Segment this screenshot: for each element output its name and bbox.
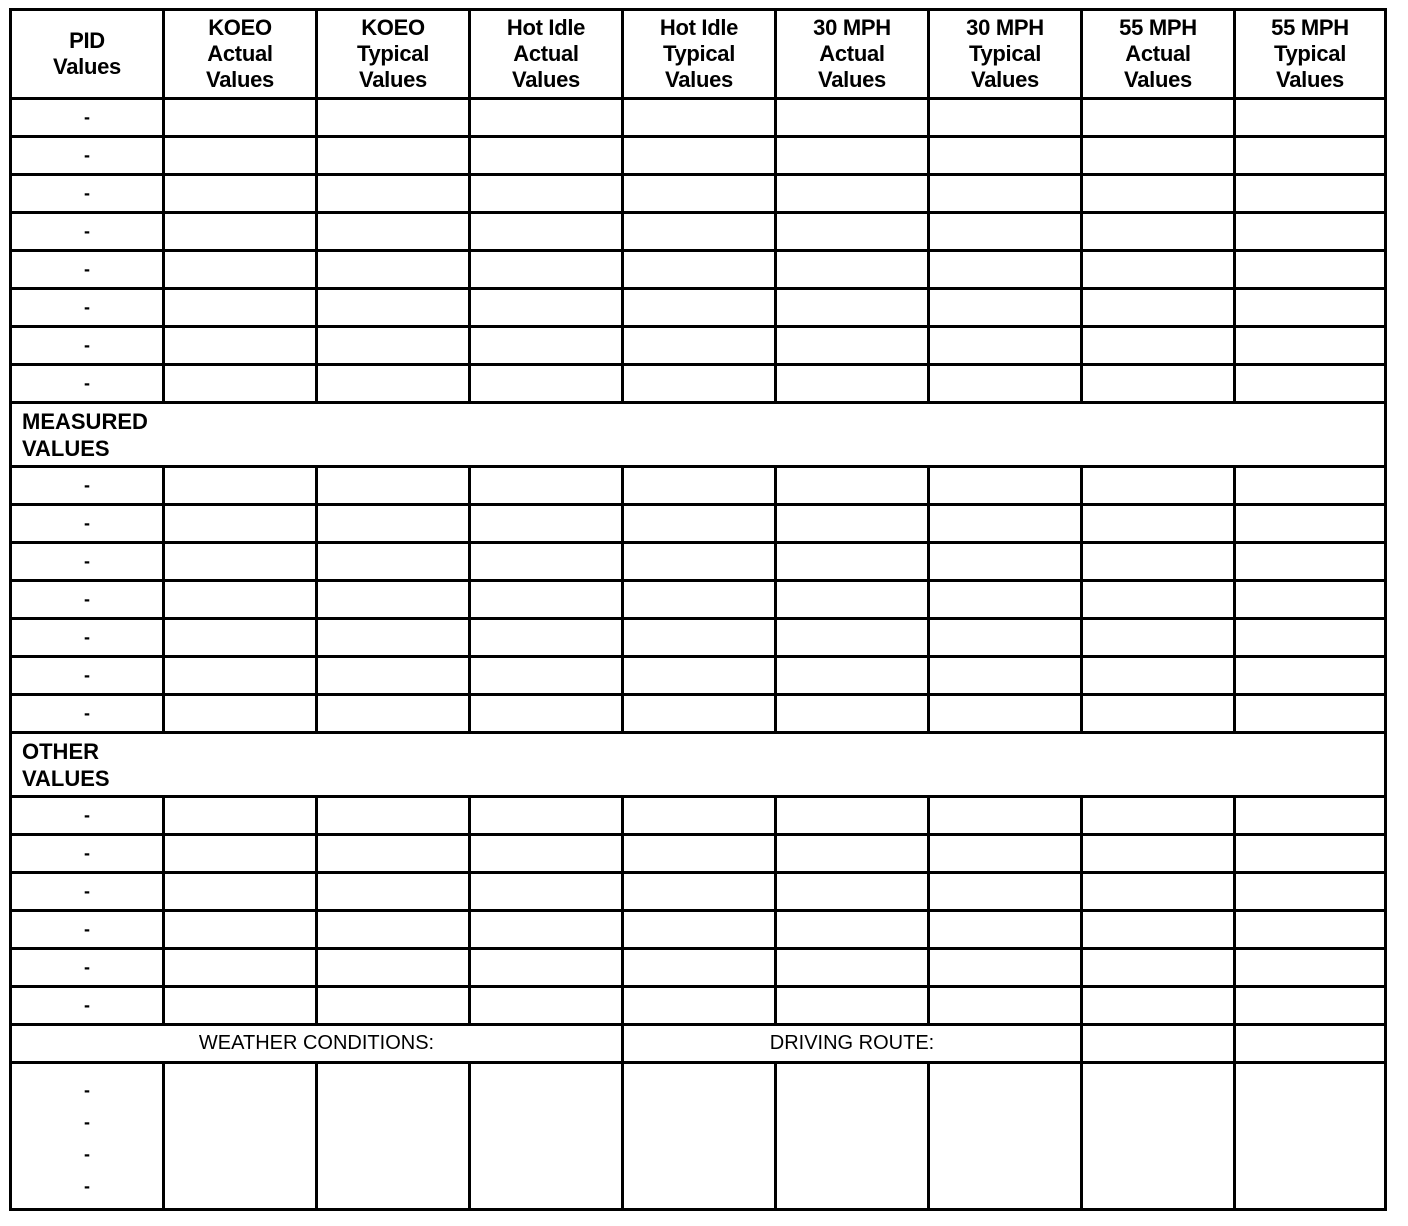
value-cell[interactable] bbox=[623, 873, 776, 911]
header-koeo-typical: KOEO Typical Values bbox=[317, 10, 470, 99]
header-30mph-typical: 30 MPH Typical Values bbox=[929, 10, 1082, 99]
value-cell[interactable] bbox=[1235, 467, 1386, 505]
value-cell[interactable] bbox=[776, 1063, 929, 1210]
value-cell[interactable] bbox=[929, 137, 1082, 175]
value-cell[interactable] bbox=[317, 797, 470, 835]
value-cell[interactable] bbox=[623, 467, 776, 505]
table-row bbox=[11, 987, 1386, 1025]
table-row bbox=[11, 695, 1386, 733]
pid-cell[interactable]: - bbox=[11, 365, 164, 403]
table-row bbox=[11, 505, 1386, 543]
value-cell[interactable] bbox=[317, 467, 470, 505]
driving-route-label[interactable]: DRIVING ROUTE: bbox=[623, 1025, 1082, 1063]
pid-cell[interactable]: - bbox=[11, 467, 164, 505]
value-cell[interactable] bbox=[929, 365, 1082, 403]
value-cell[interactable] bbox=[470, 987, 623, 1025]
value-cell[interactable] bbox=[776, 695, 929, 733]
value-cell[interactable] bbox=[317, 543, 470, 581]
weather-conditions-label[interactable]: WEATHER CONDITIONS: bbox=[11, 1025, 623, 1063]
value-cell[interactable] bbox=[1082, 619, 1235, 657]
value-cell[interactable] bbox=[470, 99, 623, 137]
value-cell[interactable] bbox=[1235, 695, 1386, 733]
value-cell[interactable] bbox=[1235, 619, 1386, 657]
value-cell[interactable] bbox=[929, 505, 1082, 543]
value-cell[interactable] bbox=[1235, 581, 1386, 619]
value-cell[interactable] bbox=[929, 835, 1082, 873]
value-cell[interactable] bbox=[1082, 911, 1235, 949]
measured-values-section-label: MEASURED VALUES bbox=[11, 403, 1386, 467]
header-pid-values: PID Values bbox=[11, 10, 164, 99]
pid-cell[interactable]: - bbox=[11, 581, 164, 619]
value-cell[interactable] bbox=[164, 467, 317, 505]
value-cell[interactable] bbox=[623, 987, 776, 1025]
value-cell[interactable] bbox=[470, 657, 623, 695]
value-cell[interactable] bbox=[929, 695, 1082, 733]
pid-cell[interactable]: - bbox=[11, 619, 164, 657]
pid-cell[interactable]: - bbox=[11, 213, 164, 251]
value-cell[interactable] bbox=[623, 251, 776, 289]
value-cell[interactable] bbox=[776, 365, 929, 403]
value-cell[interactable] bbox=[470, 137, 623, 175]
value-cell[interactable] bbox=[1082, 505, 1235, 543]
value-cell[interactable] bbox=[776, 797, 929, 835]
value-cell[interactable] bbox=[776, 289, 929, 327]
value-cell[interactable] bbox=[317, 987, 470, 1025]
value-cell[interactable] bbox=[623, 289, 776, 327]
value-cell[interactable] bbox=[470, 835, 623, 873]
value-cell[interactable] bbox=[1082, 213, 1235, 251]
value-cell[interactable] bbox=[164, 619, 317, 657]
table-row bbox=[11, 289, 1386, 327]
value-cell[interactable] bbox=[317, 175, 470, 213]
table-row bbox=[11, 581, 1386, 619]
table-row bbox=[11, 213, 1386, 251]
value-cell[interactable] bbox=[623, 1063, 776, 1210]
value-cell[interactable] bbox=[1235, 657, 1386, 695]
value-cell[interactable] bbox=[929, 619, 1082, 657]
pid-cell[interactable]: - bbox=[11, 505, 164, 543]
value-cell[interactable] bbox=[164, 289, 317, 327]
value-cell[interactable] bbox=[317, 251, 470, 289]
value-cell[interactable] bbox=[1235, 987, 1386, 1025]
value-cell[interactable] bbox=[776, 213, 929, 251]
value-cell[interactable] bbox=[164, 213, 317, 251]
value-cell[interactable] bbox=[1235, 835, 1386, 873]
value-cell[interactable] bbox=[317, 99, 470, 137]
pid-cell[interactable]: - bbox=[11, 137, 164, 175]
value-cell[interactable] bbox=[164, 581, 317, 619]
value-cell[interactable] bbox=[164, 327, 317, 365]
value-cell[interactable] bbox=[1082, 543, 1235, 581]
table-row bbox=[11, 251, 1386, 289]
value-cell[interactable] bbox=[164, 365, 317, 403]
table-row bbox=[11, 949, 1386, 987]
value-cell[interactable] bbox=[776, 137, 929, 175]
value-cell[interactable] bbox=[317, 911, 470, 949]
value-cell[interactable] bbox=[623, 99, 776, 137]
header-row bbox=[11, 10, 1386, 99]
value-cell[interactable] bbox=[776, 327, 929, 365]
table-row bbox=[11, 467, 1386, 505]
table-row bbox=[11, 99, 1386, 137]
value-cell[interactable] bbox=[776, 657, 929, 695]
value-cell[interactable] bbox=[776, 251, 929, 289]
value-cell[interactable] bbox=[470, 505, 623, 543]
value-cell[interactable] bbox=[1082, 581, 1235, 619]
value-cell[interactable] bbox=[164, 505, 317, 543]
value-cell[interactable] bbox=[317, 137, 470, 175]
value-cell[interactable] bbox=[776, 619, 929, 657]
value-cell[interactable] bbox=[623, 213, 776, 251]
table-row bbox=[11, 137, 1386, 175]
value-cell[interactable] bbox=[929, 289, 1082, 327]
value-cell[interactable] bbox=[164, 949, 317, 987]
value-cell[interactable] bbox=[1235, 251, 1386, 289]
value-cell[interactable] bbox=[623, 327, 776, 365]
value-cell[interactable] bbox=[164, 797, 317, 835]
pid-stack-cell[interactable] bbox=[11, 1063, 164, 1210]
value-cell[interactable] bbox=[776, 543, 929, 581]
value-cell[interactable] bbox=[470, 175, 623, 213]
value-cell[interactable] bbox=[317, 657, 470, 695]
value-cell[interactable] bbox=[623, 581, 776, 619]
value-cell[interactable] bbox=[929, 911, 1082, 949]
value-cell[interactable] bbox=[470, 543, 623, 581]
value-cell[interactable] bbox=[1235, 949, 1386, 987]
value-cell[interactable] bbox=[317, 327, 470, 365]
value-cell[interactable] bbox=[1235, 213, 1386, 251]
value-cell[interactable] bbox=[317, 949, 470, 987]
value-cell[interactable] bbox=[929, 797, 1082, 835]
table-row bbox=[11, 911, 1386, 949]
value-cell[interactable] bbox=[317, 365, 470, 403]
header-hot-idle-actual: Hot Idle Actual Values bbox=[470, 10, 623, 99]
value-cell[interactable] bbox=[317, 213, 470, 251]
header-30mph-actual: 30 MPH Actual Values bbox=[776, 10, 929, 99]
value-cell[interactable] bbox=[317, 619, 470, 657]
value-cell[interactable] bbox=[1235, 797, 1386, 835]
value-cell[interactable] bbox=[1082, 873, 1235, 911]
value-cell[interactable] bbox=[470, 911, 623, 949]
value-cell[interactable] bbox=[470, 949, 623, 987]
measured-values-section-row bbox=[11, 403, 1386, 467]
value-cell[interactable] bbox=[1082, 175, 1235, 213]
table-row bbox=[11, 619, 1386, 657]
pid-cell[interactable]: - bbox=[11, 835, 164, 873]
value-cell[interactable] bbox=[1082, 289, 1235, 327]
value-cell[interactable] bbox=[164, 137, 317, 175]
other-values-section-row bbox=[11, 733, 1386, 797]
value-cell[interactable] bbox=[929, 327, 1082, 365]
value-cell[interactable] bbox=[929, 213, 1082, 251]
value-cell[interactable] bbox=[317, 505, 470, 543]
pid-cell[interactable]: - bbox=[11, 175, 164, 213]
pid-cell[interactable]: - bbox=[11, 99, 164, 137]
value-cell[interactable] bbox=[1235, 1063, 1386, 1210]
value-cell[interactable] bbox=[1082, 365, 1235, 403]
pid-cell[interactable]: - bbox=[11, 873, 164, 911]
value-cell[interactable] bbox=[929, 543, 1082, 581]
value-cell[interactable] bbox=[1082, 797, 1235, 835]
value-cell[interactable] bbox=[929, 467, 1082, 505]
value-cell[interactable] bbox=[1235, 175, 1386, 213]
value-cell[interactable] bbox=[470, 695, 623, 733]
value-cell[interactable] bbox=[1235, 289, 1386, 327]
value-cell[interactable] bbox=[1082, 251, 1235, 289]
pid-marker: - bbox=[84, 1080, 90, 1100]
value-cell[interactable] bbox=[317, 835, 470, 873]
pid-marker: - bbox=[84, 1112, 90, 1132]
value-cell[interactable] bbox=[470, 873, 623, 911]
value-cell[interactable] bbox=[929, 657, 1082, 695]
value-cell[interactable] bbox=[1235, 99, 1386, 137]
value-cell[interactable] bbox=[1235, 911, 1386, 949]
pid-cell[interactable]: - bbox=[11, 289, 164, 327]
pid-marker: - bbox=[84, 1176, 90, 1196]
value-cell[interactable] bbox=[164, 911, 317, 949]
value-cell[interactable] bbox=[470, 619, 623, 657]
table-row bbox=[11, 175, 1386, 213]
value-cell[interactable] bbox=[776, 467, 929, 505]
table-row bbox=[11, 657, 1386, 695]
value-cell[interactable] bbox=[470, 251, 623, 289]
value-cell[interactable] bbox=[623, 365, 776, 403]
value-cell[interactable] bbox=[470, 581, 623, 619]
value-cell[interactable] bbox=[623, 911, 776, 949]
value-cell[interactable] bbox=[317, 1063, 470, 1210]
final-row bbox=[11, 1063, 1386, 1210]
value-cell[interactable] bbox=[164, 1063, 317, 1210]
value-cell[interactable] bbox=[1082, 137, 1235, 175]
value-cell[interactable] bbox=[929, 581, 1082, 619]
value-cell[interactable] bbox=[1082, 467, 1235, 505]
value-cell[interactable] bbox=[1235, 543, 1386, 581]
header-hot-idle-typical: Hot Idle Typical Values bbox=[623, 10, 776, 99]
value-cell[interactable] bbox=[164, 175, 317, 213]
value-cell[interactable] bbox=[470, 213, 623, 251]
pid-cell[interactable]: - bbox=[11, 543, 164, 581]
value-cell[interactable] bbox=[1082, 949, 1235, 987]
value-cell[interactable] bbox=[623, 949, 776, 987]
other-values-section-label: OTHER VALUES bbox=[11, 733, 1386, 797]
value-cell[interactable] bbox=[623, 657, 776, 695]
pid-cell[interactable]: - bbox=[11, 797, 164, 835]
value-cell[interactable] bbox=[470, 289, 623, 327]
value-cell[interactable] bbox=[317, 289, 470, 327]
value-cell[interactable] bbox=[623, 543, 776, 581]
value-cell[interactable] bbox=[929, 175, 1082, 213]
value-cell[interactable] bbox=[1082, 695, 1235, 733]
pid-cell[interactable]: - bbox=[11, 695, 164, 733]
pid-cell[interactable]: - bbox=[11, 657, 164, 695]
pid-cell[interactable]: - bbox=[11, 987, 164, 1025]
value-cell[interactable] bbox=[317, 695, 470, 733]
value-cell[interactable] bbox=[776, 949, 929, 987]
value-cell[interactable] bbox=[1235, 873, 1386, 911]
value-cell[interactable] bbox=[470, 797, 623, 835]
value-cell[interactable] bbox=[470, 327, 623, 365]
value-cell[interactable] bbox=[776, 175, 929, 213]
value-cell[interactable] bbox=[776, 581, 929, 619]
table-row bbox=[11, 365, 1386, 403]
conditions-row bbox=[11, 1025, 1386, 1063]
value-cell[interactable] bbox=[1235, 365, 1386, 403]
table-row bbox=[11, 327, 1386, 365]
value-cell[interactable] bbox=[1235, 505, 1386, 543]
pid-marker: - bbox=[84, 1144, 90, 1164]
value-cell[interactable] bbox=[776, 987, 929, 1025]
value-cell[interactable] bbox=[164, 987, 317, 1025]
value-cell[interactable] bbox=[1082, 657, 1235, 695]
table-row bbox=[11, 543, 1386, 581]
value-cell[interactable] bbox=[623, 505, 776, 543]
conditions-extra-cell[interactable] bbox=[1082, 1025, 1235, 1063]
pid-cell[interactable]: - bbox=[11, 327, 164, 365]
value-cell[interactable] bbox=[164, 251, 317, 289]
value-cell[interactable] bbox=[623, 175, 776, 213]
value-cell[interactable] bbox=[1082, 987, 1235, 1025]
value-cell[interactable] bbox=[776, 99, 929, 137]
conditions-extra-cell[interactable] bbox=[1235, 1025, 1386, 1063]
value-cell[interactable] bbox=[164, 543, 317, 581]
value-cell[interactable] bbox=[317, 581, 470, 619]
pid-cell[interactable]: - bbox=[11, 949, 164, 987]
value-cell[interactable] bbox=[1235, 327, 1386, 365]
pid-values-table bbox=[9, 8, 1387, 1211]
value-cell[interactable] bbox=[164, 657, 317, 695]
header-55mph-actual: 55 MPH Actual Values bbox=[1082, 10, 1235, 99]
value-cell[interactable] bbox=[317, 873, 470, 911]
value-cell[interactable] bbox=[1082, 327, 1235, 365]
value-cell[interactable] bbox=[1235, 137, 1386, 175]
value-cell[interactable] bbox=[929, 987, 1082, 1025]
header-koeo-actual: KOEO Actual Values bbox=[164, 10, 317, 99]
table-row bbox=[11, 873, 1386, 911]
value-cell[interactable] bbox=[164, 695, 317, 733]
value-cell[interactable] bbox=[776, 505, 929, 543]
pid-cell[interactable]: - bbox=[11, 911, 164, 949]
value-cell[interactable] bbox=[929, 99, 1082, 137]
table-row bbox=[11, 797, 1386, 835]
value-cell[interactable] bbox=[623, 797, 776, 835]
value-cell[interactable] bbox=[776, 835, 929, 873]
value-cell[interactable] bbox=[623, 137, 776, 175]
header-55mph-typical: 55 MPH Typical Values bbox=[1235, 10, 1386, 99]
value-cell[interactable] bbox=[929, 873, 1082, 911]
value-cell[interactable] bbox=[1082, 835, 1235, 873]
value-cell[interactable] bbox=[164, 835, 317, 873]
value-cell[interactable] bbox=[470, 365, 623, 403]
value-cell[interactable] bbox=[776, 911, 929, 949]
value-cell[interactable] bbox=[623, 835, 776, 873]
pid-cell[interactable]: - bbox=[11, 251, 164, 289]
value-cell[interactable] bbox=[470, 467, 623, 505]
value-cell[interactable] bbox=[470, 1063, 623, 1210]
value-cell[interactable] bbox=[929, 1063, 1082, 1210]
value-cell[interactable] bbox=[164, 873, 317, 911]
value-cell[interactable] bbox=[1082, 99, 1235, 137]
value-cell[interactable] bbox=[929, 949, 1082, 987]
value-cell[interactable] bbox=[1082, 1063, 1235, 1210]
value-cell[interactable] bbox=[164, 99, 317, 137]
table-row bbox=[11, 835, 1386, 873]
value-cell[interactable] bbox=[929, 251, 1082, 289]
value-cell[interactable] bbox=[623, 695, 776, 733]
value-cell[interactable] bbox=[776, 873, 929, 911]
value-cell[interactable] bbox=[623, 619, 776, 657]
